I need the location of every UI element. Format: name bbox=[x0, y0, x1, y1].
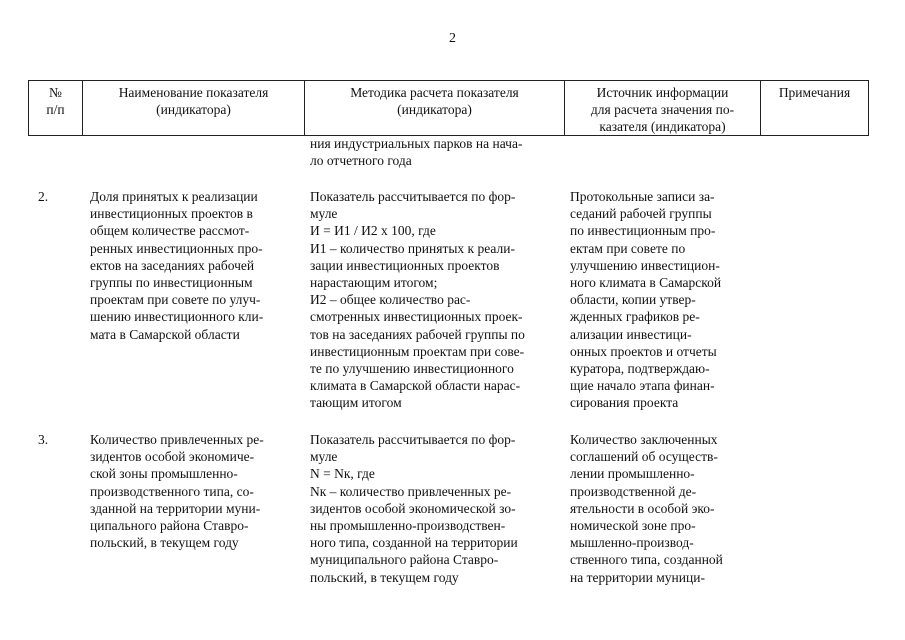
header-number: № п/п bbox=[29, 81, 83, 136]
table-header bbox=[28, 80, 869, 136]
header-information-source: Источник информации для расчета значения по- казателя (индикатора) bbox=[565, 81, 761, 136]
header-calculation-method: Методика расчета показателя (индикатора) bbox=[305, 81, 565, 136]
method-continuation: ния индустриальных парков на нача- ло отчетного года bbox=[310, 136, 523, 169]
header-indicator-name: Наименование показателя (индикатора) bbox=[83, 81, 305, 136]
information-source: Протокольные записи за- седаний рабочей группы по инвестиционным про- ектам при совете по улучшению инвестицион- ного климата в Самарской области, копии утвер- жденных графиков ре- ализации инвестици- онных проектов и отчеты куратора, подтверждаю- щие начало этапа финан- сирования проекта bbox=[570, 189, 722, 411]
calculation-method: Показатель рассчитывается по фор- муле И = И1 / И2 х 100, где И1 – количество принятых к реали- зации инвестиционных проектов нарастающим итогом; И2 – общее количество рас- смотренных инвестиционных проек- тов на заседаниях рабочей группы по инвестиционным проектам при сове- те по улучшению инвестиционного климата в Самарской области нарас- тающим итогом bbox=[310, 189, 525, 411]
indicator-name: Доля принятых к реализации инвестиционных проектов в общем количестве рассмот- ренных инвестиционных про- ектов на заседаниях рабочей группы по инвестиционным проектам при совете по улуч- шению инвестиционного кли- мата в Самарской области bbox=[90, 189, 264, 342]
row-number: 2. bbox=[38, 189, 49, 204]
information-source: Количество заключенных соглашений об осуществ- лении промышленно- производственной де- ятельности в особой эко- номической зоне про- мышленно-производ- ственного типа, созданной на территории муници- bbox=[570, 432, 723, 585]
page-number: 2 bbox=[449, 31, 456, 46]
calculation-method: Показатель рассчитывается по фор- муле N = Nк, где Nк – количество привлеченных ре- зидентов особой экономической зо- ны промышленно-производствен- ного типа, созданной на территории муниципального района Ставро- польский, в текущем году bbox=[310, 432, 518, 585]
indicator-name: Количество привлеченных ре- зидентов особой экономиче- ской зоны промышленно- производственного типа, со- зданной на территории муни- ципального района Ставро- польский, в текущем году bbox=[90, 432, 264, 551]
row-number: 3. bbox=[38, 432, 49, 447]
header-notes: Примечания bbox=[761, 81, 869, 136]
